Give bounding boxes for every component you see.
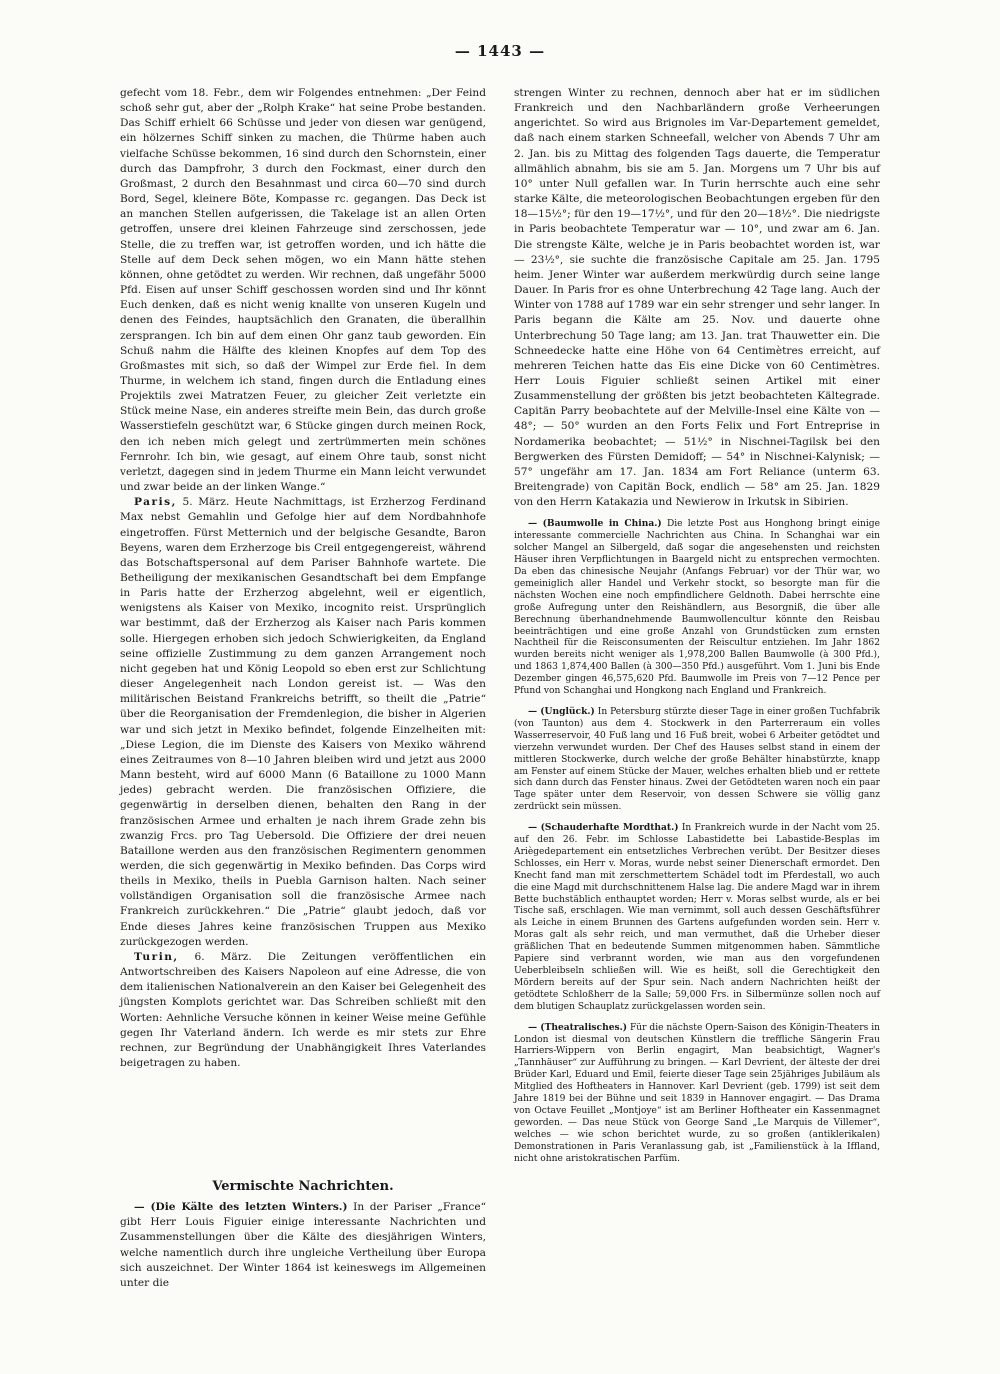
article-cotton-china-text: Die letzte Post aus Honghong bringt einige interessante commercielle Nachrichten aus China. In Schanghai war ein solcher Mangel an Silbergeld, daß sogar die angesehensten und reichsten Häuser ihren Verpflichtungen in Baargeld nicht zu entsprechen vermochten. Da eben das chinesische Neujahr (Anfangs Februar) vor der Thür war, wo gemeiniglich aller Handel und Verkehr stockt, so besorgte man für die nächsten Wochen eine noch empfindlichere Geldnoth. Dabei herrschte eine große Aufregung unter den Reishändlern, aus Besorgniß, die über alle Berechnung überhandnehmende Baumwollencultur könnte den Reisbau beeinträchtigen und eine große Anzahl von Grundstücken zum ernsten Nachtheil für die Reisconsumenten der Reiscultur entziehen. Im Jahr 1862 wurden bereits nicht weniger als 1,978,200 Ballen Baumwolle (à 300 Pfd.), und 1863 1,874,400 Ballen (à 300—350 Pfd.) ausgeführt. Vom 1. Juni bis Ende Dezember gingen 46,575,620 Pfd. Baumwolle im Preis von 7—12 Pence per Pfund von Schanghai und Hongkong nach England und Frankreich.: [514, 519, 881, 697]
article-turin-text: 6. März. Die Zeitungen veröffentlichen ein Antwortschreiben des Kaisers Napoleon auf eine Adresse, die von dem italienischen Nationalverein an den Kaiser bei Gelegenheit des jüngsten Komplots gerichtet war. Das Schreiben schließt mit den Worten: Aehnliche Versuche können in keiner Weise meine Gefühle gegen Ihr Vaterland ändern. Ich werde es mir stets zur Ehre rechnen, zur Begründung der Unabhängigkeit Ihres Vaterlandes beigetragen zu haben.: [120, 950, 486, 1069]
page-number: — 1443 —: [454, 42, 546, 60]
article-cotton-china-title: — (Baumwolle in China.): [528, 518, 662, 530]
article-paris: [120, 495, 486, 950]
article-murder-title: — (Schauderhafte Mordthat.): [528, 822, 679, 834]
article-theatre: [514, 1022, 880, 1166]
left-column: [120, 86, 486, 1291]
article-accident-title: — (Unglück.): [528, 705, 595, 717]
article-paris-text: 5. März. Heute Nachmittags, ist Erzherzog Ferdinand Max nebst Gemahlin und Gefolge hier auf dem Nordbahnhofe eingetroffen. Fürst Metternich und der belgische Gesandte, Baron Beyens, waren dem Erzherzoge bis Creil entgegengereist, während das Botschaftspersonal auf dem Pariser Bahnhofe wartete. Die Betheiligung der mexikanischen Gesandtschaft bei dem Empfange in Paris hatte der Erzherzog abgelehnt, weil er eigentlich, wenigstens als Kaiser von Mexiko, incognito reist. Ursprünglich war bestimmt, daß der Erzherzog als Kaiser nach Paris kommen solle. Hiergegen erhoben sich jedoch Schwierigkeiten, da England seine offizielle Zustimmung zu dem ganzen Arrangement noch nicht gegeben hat und König Leopold so eben erst zur Schlichtung dieser Angelegenheit nach London gereist ist. — Was den militärischen Beistand Frankreichs betrifft, so theilt die „Patrie“ über die Reorganisation der Fremdenlegion, die bisher in Algerien war und sich jetzt in Mexiko befindet, folgende Einzelheiten mit: „Diese Legion, die im Dienste des Kaisers von Mexiko während eines Zeitraumes von 8—10 Jahren bleiben wird und jetzt aus 2000 Mann besteht, wird auf 6000 Mann (6 Bataillone zu 1000 Mann jedes) gebracht werden. Die französischen Offiziere, die gegenwärtig in derselben dienen, behalten den Rang in der französischen Armee und erhalten je nach ihrem Grade zehn bis zwanzig Frcs. pro Tag Uebersold. Die Offiziere der drei neuen Bataillone werden aus den französischen Regimentern genommen werden, die sich gegenwärtig in Mexiko befinden. Das Corps wird theils in Mexiko, theils in Puebla Garnison halten. Nach seiner vollständigen Organisation soll die französische Armee nach Frankreich zurückkehren.“ Die „Patrie“ glaubt jedoch, daß vor Ende dieses Jahres keine französischen Truppen aus Mexiko zurückgezogen werden.: [120, 496, 486, 948]
article-theatre-title: — (Theatralisches.): [528, 1021, 628, 1033]
article-cold-winter: [120, 1200, 486, 1291]
dateline-paris: Paris,: [134, 496, 177, 509]
article-theatre-text: Für die nächste Opern-Saison des Königin-Theaters in London ist diesmal von deutschen Künstlern die treffliche Sängerin Frau Harriers-Wippern von Berlin engagirt, Man beabsichtigt, Wagner's „Tannhäuser“ zur Aufführung zu bringen. — Karl Devrient, der älteste der drei Brüder Karl, Eduard und Emil, feierte dieser Tage sein 25jähriges Jubiläum als Mitglied des Hoftheaters in Hannover. Karl Devrient (geb. 1799) ist seit dem Jahre 1819 bei der Bühne und seit 1839 in Hannover engagirt. — Das Drama von Octave Feuillet „Montjoye“ ist am Berliner Hoftheater ein Kassenmagnet geworden. — Das neue Stück von George Sand „Le Marquis de Villemer“, welches — wie schon berichtet wurde, zu so großen (antiklerikalen) Demonstrationen in Paris Veranlassung gab, ist „Familienstück à la Iffland, nicht ohne aristokratischen Parfüm.: [514, 1022, 880, 1164]
article-accident: [514, 706, 880, 814]
dateline-turin: Turin,: [134, 950, 179, 963]
article-cotton-china: [514, 518, 880, 698]
article-turin: [120, 950, 486, 1071]
article-cold-winter-title: — (Die Kälte des letzten Winters.): [134, 1201, 348, 1214]
section-title-miscellaneous: Vermischte Nachrichten.: [212, 1179, 394, 1195]
article-battle-report: gefecht vom 18. Febr., dem wir Folgendes entnehmen: „Der Feind schoß sehr gut, aber der „Rolph Krake“ hat seine Probe bestanden. Das Schiff erhielt 66 Schüsse und jeder von diesen war genügend, ein hölzernes Schiff sinken zu machen, die Thürme haben auch vielfache Schüsse bekommen, 16 sind durch den Schornstein, einer durch das Dampfrohr, 3 durch den Fockmast, einer durch den Großmast, 2 durch den Besahnmast und circa 60—70 sind durch Bord, Segel, kleinere Böte, Kompasse rc. gegangen. Das Deck ist an manchen Stellen aufgerissen, die Takelage ist an allen Orten getroffen, unsere drei kleinen Fahrzeuge sind zerschossen, jede Stelle, die zu treffen war, ist getroffen worden, und ich hätte die Stelle auf dem Deck sehen mögen, wo ein Mann hätte stehen können, ohne getödtet zu werden. Wir rechnen, daß ungefähr 5000 Pfd. Eisen auf unser Schiff geschossen worden sind und Ihr könnt Euch denken, daß es nicht wenig knallte von unseren Kugeln und denen des Feindes, hauptsächlich den Granaten, die überallhin zersprangen. Ich bin auf dem einen Ohr ganz taub geworden. Ein Schuß nahm die Hälfte des kleinen Knopfes auf dem Top des Großmastes mit sich, so daß der Wimpel zur Erde fiel. In dem Thurme, in welchem ich stand, fingen durch die Entladung eines Projektils zwei Matratzen Feuer, zu gleicher Zeit verletzte ein Stück meine Nase, ein anderes streifte mein Bein, das durch große Wasserstiefeln geschützt war, 6 Stücke gingen durch meinen Rock, den ich neben mich gelegt und zertrümmerten mein schönes Fernrohr. Ich bin, wie gesagt, auf einem Ohre taub, sonst nicht verletzt, dagegen sind in jedem Thurme ein Mann leicht verwundet und zwar beide an der linken Wange.“: [120, 87, 486, 494]
article-cold-winter-continued: strengen Winter zu rechnen, dennoch aber hat er im südlichen Frankreich und den Nachbarländern große Verheerungen angerichtet. So wird aus Brignoles im Var-Departement gemeldet, daß nach einem starken Schneefall, welcher von Abends 7 Uhr am 2. Jan. bis zu Mittag des folgenden Tags dauerte, die Temperatur allmählich abnahm, bis sie am 5. Jan. Morgens um 7 Uhr bis auf 10° unter Null gefallen war. In Turin herrschte auch eine sehr starke Kälte, die meteorologischen Beobachtungen ergeben für den 18—15½°; für den 19—17½°, und für den 20—18½°. Die niedrigste in Paris beobachtete Temperatur war — 10°, und zwar am 6. Jan. Die strengste Kälte, welche je in Paris beobachtet worden ist, war — 23½°, sie suchte die französische Capitale am 25. Jan. 1795 heim. Jener Winter war außerdem merkwürdig durch seine lange Dauer. In Paris fror es ohne Unterbrechung 42 Tage lang. Auch der Winter von 1788 auf 1789 war ein sehr strenger und sehr langer. In Paris begann die Kälte am 25. Nov. und dauerte ohne Unterbrechung 50 Tage lang; am 13. Jan. trat Thauwetter ein. Die Schneedecke hatte eine Höhe von 64 Centimètres erreicht, auf mehreren Teichen hatte das Eis eine Dicke von 60 Centimètres. Herr Louis Figuier schließt seinen Artikel mit einer Zusammenstellung der größten bis jetzt beobachteten Kältegrade. Capitän Parry beobachtete auf der Melville-Insel eine Kälte von — 48°; — 50° wurden an den Forts Felix und Fort Entreprise in Nordamerika beobachtet; — 51½° in Nischnei-Tagilsk bei den Bergwerken des Fürsten Demidoff; — 54° in Nischnei-Kalynisk; — 57° ungefähr am 17. Jan. 1834 am Fort Reliance (unterm 63. Breitengrade) von Capitän Bock, endlich — 58° am 25. Jan. 1829 von den Herrn Katakazia und Newierow in Irkutsk in Sibirien.: [514, 87, 880, 509]
right-column: [514, 86, 880, 1166]
article-cold-winter-text: In der Pariser „France“ gibt Herr Louis Figuier einige interessante Nachrichten und Zusammenstellungen über die Kälte des diesjährigen Winters, welche namentlich durch ihre ungleiche Vertheilung über Europa sich auszeichnet. Der Winter 1864 ist keineswegs im Allgemeinen unter die: [120, 1201, 487, 1289]
article-murder: [514, 822, 880, 1014]
article-accident-text: In Petersburg stürzte dieser Tage in einer großen Tuchfabrik (von Taunton) aus dem 4. Stockwerk in den Parterreraum ein volles Wasserreservoir, 40 Fuß lang und 16 Fuß breit, wobei 6 Arbeiter getödtet und vierzehn verwundet wurden. Der Chef des Hauses selbst stand in einem der mittleren Stockwerke, durch welche der große Behälter hinabstürzte, knapp am Fenster auf einem Stücke der Mauer, welches erhalten blieb und er rettete sich dann durch das Fenster hinaus. Zwei der Getödteten waren noch ein paar Tage später unter dem Reservoir, von dessen Schwere sie völlig ganz zerdrückt sein müssen.: [514, 706, 880, 813]
article-murder-text: In Frankreich wurde in der Nacht vom 25. auf den 26. Febr. im Schlosse Labastidette bei Labastide-Besplas im Ariègedepartement ein entsetzliches Verbrechen verübt. Der Besitzer dieses Schlosses, ein Herr v. Moras, wurde nebst seiner Dienerschaft ermordet. Den Knecht fand man mit zerschmettertem Schädel todt im Pferdestall, wo auch die eine Magd mit durchschnittenem Halse lag. Die andere Magd war in ihrem Bette buchstäblich enthauptet worden; Herr v. Moras selbst wurde, als er bei Tische saß, erschlagen. Wie man vernimmt, soll auch dessen Geschäftsführer als Leiche in einem Brunnen des Gartens aufgefunden worden sein. Herr v. Moras galt als sehr reich, und man vermuthet, daß die Urheber dieser gräßlichen That en bedeutende Summen mitgenommen haben. Sämmtliche Papiere sind verbrannt worden, wie man aus den vorgefundenen Ueberbleibseln schließen will. Wie es heißt, soll die Gerechtigkeit den Mördern bereits auf der Spur sein. Nach andern Nachrichten heißt der getödtete Schloßherr de la Salle; 59,000 Frs. in Silbermünze sollen noch auf dem blutigen Schauplatz zurückgelassen worden sein.: [514, 823, 880, 1012]
